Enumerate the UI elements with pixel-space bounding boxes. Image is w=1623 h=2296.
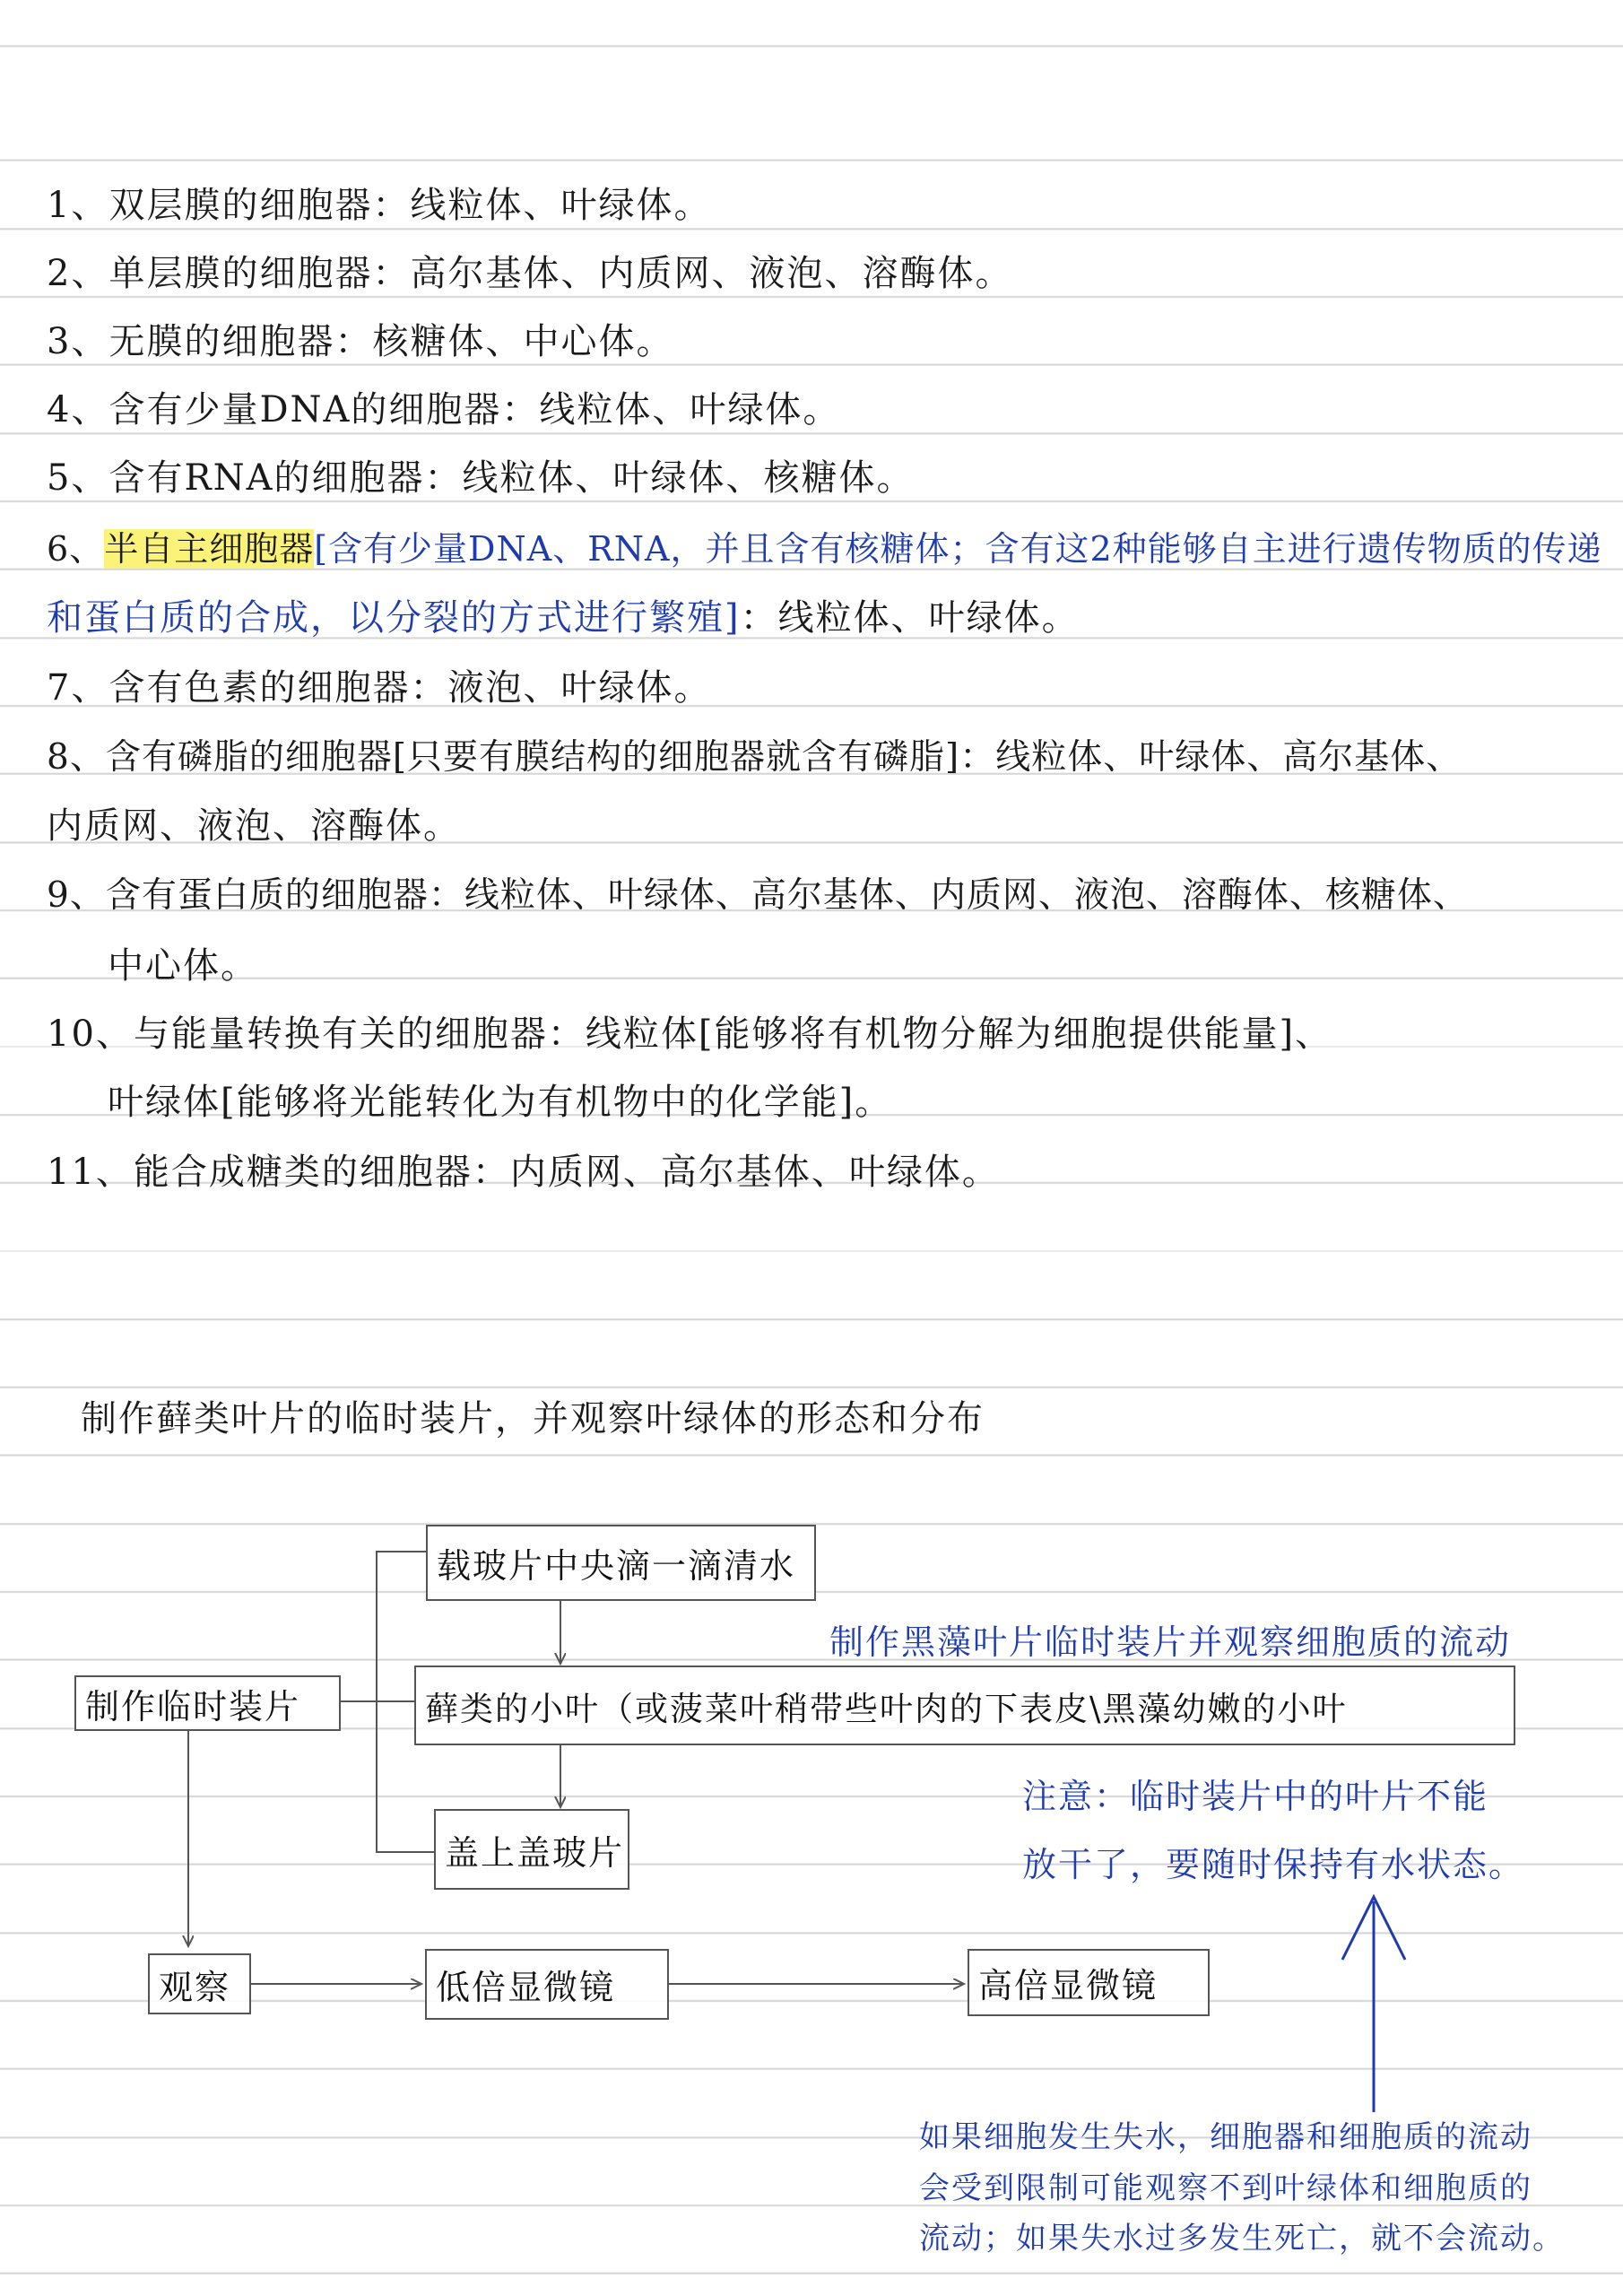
note-line-4: 4、含有少量DNA的细胞器：线粒体、叶绿体。 xyxy=(47,389,841,430)
note-line-10a: 10、与能量转换有关的细胞器：线粒体[能够将有机物分解为细胞提供能量]、 xyxy=(47,1013,1333,1055)
note-line-9a: 9、含有蛋白质的细胞器：线粒体、叶绿体、高尔基体、内质网、液泡、溶酶体、核糖体、 xyxy=(47,875,1469,916)
note-line-1: 1、双层膜的细胞器：线粒体、叶绿体。 xyxy=(47,185,712,226)
attention-note-line-1: 注意：临时装片中的叶片不能 xyxy=(1022,1777,1489,1816)
note-6-highlight: 半自主细胞器 xyxy=(104,529,315,569)
bottom-note-line-1: 如果细胞发生失水，细胞器和细胞质的流动 xyxy=(919,2119,1532,2155)
note-line-8b: 内质网、液泡、溶酶体。 xyxy=(47,805,461,847)
flowchart-title: 制作藓类叶片的临时装片，并观察叶绿体的形态和分布 xyxy=(81,1398,985,1439)
note-line-7: 7、含有色素的细胞器：液泡、叶绿体。 xyxy=(47,667,712,709)
box-low-power-microscope: 低倍显微镜 xyxy=(425,1949,669,2020)
note-line-2: 2、单层膜的细胞器：高尔基体、内质网、液泡、溶酶体。 xyxy=(47,253,1013,294)
box-high-power-microscope: 高倍显微镜 xyxy=(968,1949,1210,2016)
note-6-end: ：线粒体、叶绿体。 xyxy=(740,597,1080,639)
bottom-note-line-3: 流动；如果失水过多发生死亡，就不会流动。 xyxy=(919,2221,1565,2257)
box-make-slide: 制作临时装片 xyxy=(74,1675,341,1731)
note-line-5: 5、含有RNA的细胞器：线粒体、叶绿体、核糖体。 xyxy=(47,457,915,499)
note-line-11: 11、能合成糖类的细胞器：内质网、高尔基体、叶绿体。 xyxy=(47,1152,1000,1193)
attention-note-line-2: 放干了，要随时保持有水状态。 xyxy=(1022,1845,1525,1884)
note-6-blue-continued: 和蛋白质的合成，以分裂的方式进行繁殖] xyxy=(47,597,741,639)
note-line-8a: 8、含有磷脂的细胞器[只要有膜结构的细胞器就含有磷脂]：线粒体、叶绿体、高尔基体、 xyxy=(47,737,1462,778)
note-6-prefix: 6、 xyxy=(47,529,105,569)
box-step-drop-water: 载玻片中央滴一滴清水 xyxy=(426,1525,816,1601)
box-observe: 观察 xyxy=(148,1953,251,2014)
note-line-9b: 中心体。 xyxy=(108,945,258,987)
box-step-place-leaf: 藓类的小叶（或菠菜叶稍带些叶肉的下表皮\黑藻幼嫩的小叶 xyxy=(414,1665,1515,1745)
blue-annotation-title: 制作黑藻叶片临时装片并观察细胞质的流动 xyxy=(829,1622,1512,1662)
bottom-note-line-2: 会受到限制可能观察不到叶绿体和细胞质的 xyxy=(919,2170,1532,2206)
note-line-3: 3、无膜的细胞器：核糖体、中心体。 xyxy=(47,321,674,362)
note-6-blue-text: [含有少量DNA、RNA，并且含有核糖体；含有这2种能够自主进行遗传物质的传递 xyxy=(314,529,1602,569)
note-line-10b: 叶绿体[能够将光能转化为有机物中的化学能]。 xyxy=(108,1082,893,1123)
box-step-cover-slip: 盖上盖玻片 xyxy=(434,1809,629,1890)
